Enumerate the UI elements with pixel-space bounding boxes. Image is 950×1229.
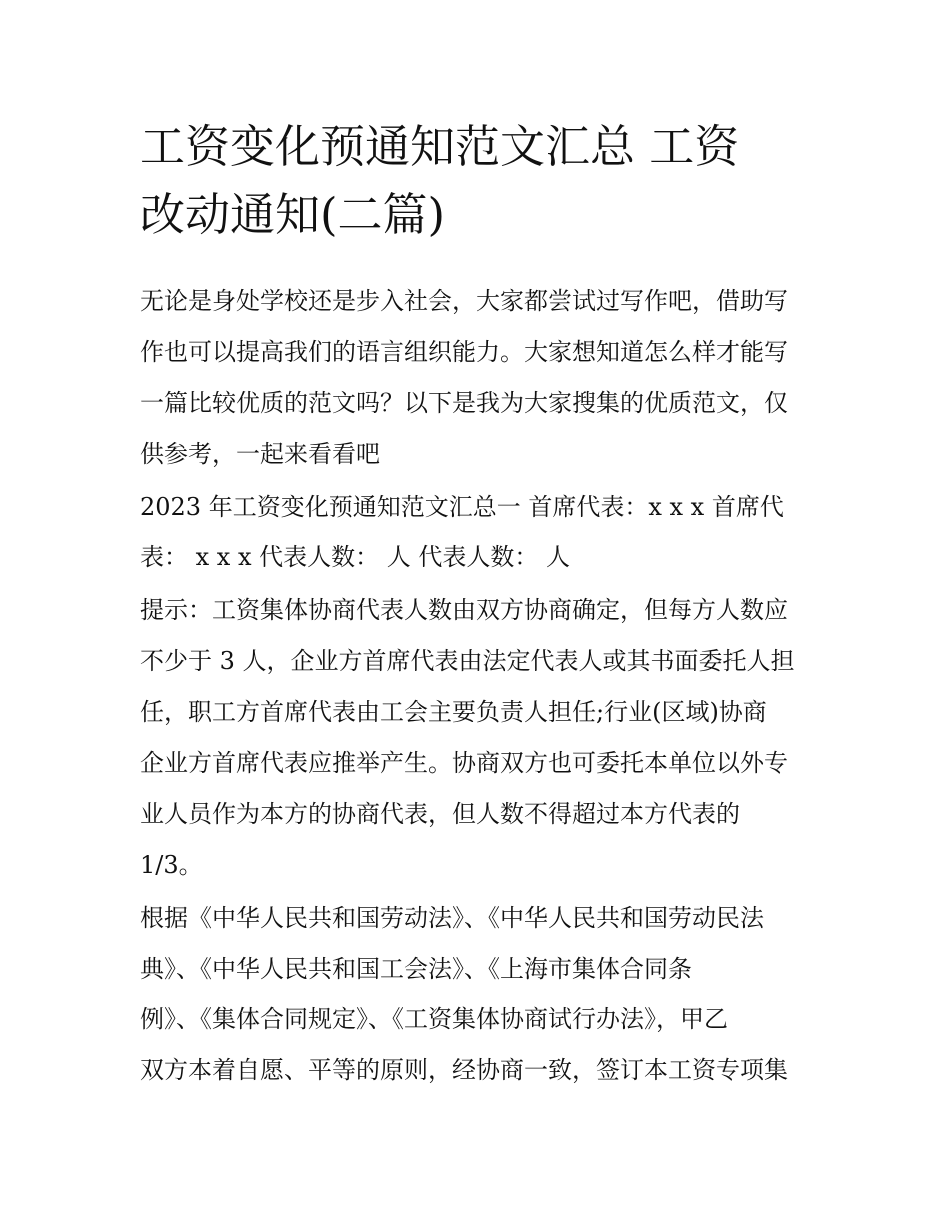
title-line: 改动通知(二篇) (140, 188, 446, 241)
text-line: 2023 年工资变化预通知范文汇总一 首席代表：x x x 首席代 (140, 492, 784, 521)
text-line: 企业方首席代表应推举产生。协商双方也可委托本单位以外专 (140, 749, 788, 778)
text-line: 一篇比较优质的范文吗？以下是我为大家搜集的优质范文，仅 (140, 388, 788, 417)
text-line: 任，职工方首席代表由工会主要负责人担任;行业(区域)协商 (140, 698, 767, 727)
document-title (140, 113, 820, 249)
text-line: 1/3。 (140, 850, 203, 879)
text-line: 根据《中华人民共和国劳动法》、《中华人民共和国劳动民法 (140, 903, 764, 932)
title-line: 工资变化预通知范文汇总 工资 (140, 120, 740, 173)
text-line: 业人员作为本方的协商代表，但人数不得超过本方代表的 (140, 799, 740, 828)
paragraph-representatives (140, 482, 820, 584)
text-line: 无论是身处学校还是步入社会，大家都尝试过写作吧，借助写 (140, 287, 788, 315)
paragraph-intro (140, 276, 820, 480)
text-line: 双方本着自愿、平等的原则，经协商一致，签订本工资专项集 (140, 1056, 788, 1085)
text-line: 例》、《集体合同规定》、《工资集体协商试行办法》，甲乙 (140, 1005, 728, 1034)
text-line: 供参考，一起来看看吧 (140, 439, 380, 468)
text-line: 表： x x x 代表人数： 人 代表人数： 人 (140, 543, 571, 572)
text-line: 提示：工资集体协商代表人数由双方协商确定，但每方人数应 (140, 596, 788, 625)
text-line: 不少于 3 人，企业方首席代表由法定代表人或其书面委托人担 (140, 647, 795, 676)
text-line: 典》、《中华人民共和国工会法》、《上海市集体合同条 (140, 954, 692, 983)
paragraph-hint (140, 585, 820, 890)
document-body (140, 276, 820, 1098)
text-line: 作也可以提高我们的语言组织能力。大家想知道怎么样才能写 (140, 337, 788, 366)
paragraph-legal-basis (140, 893, 820, 1097)
